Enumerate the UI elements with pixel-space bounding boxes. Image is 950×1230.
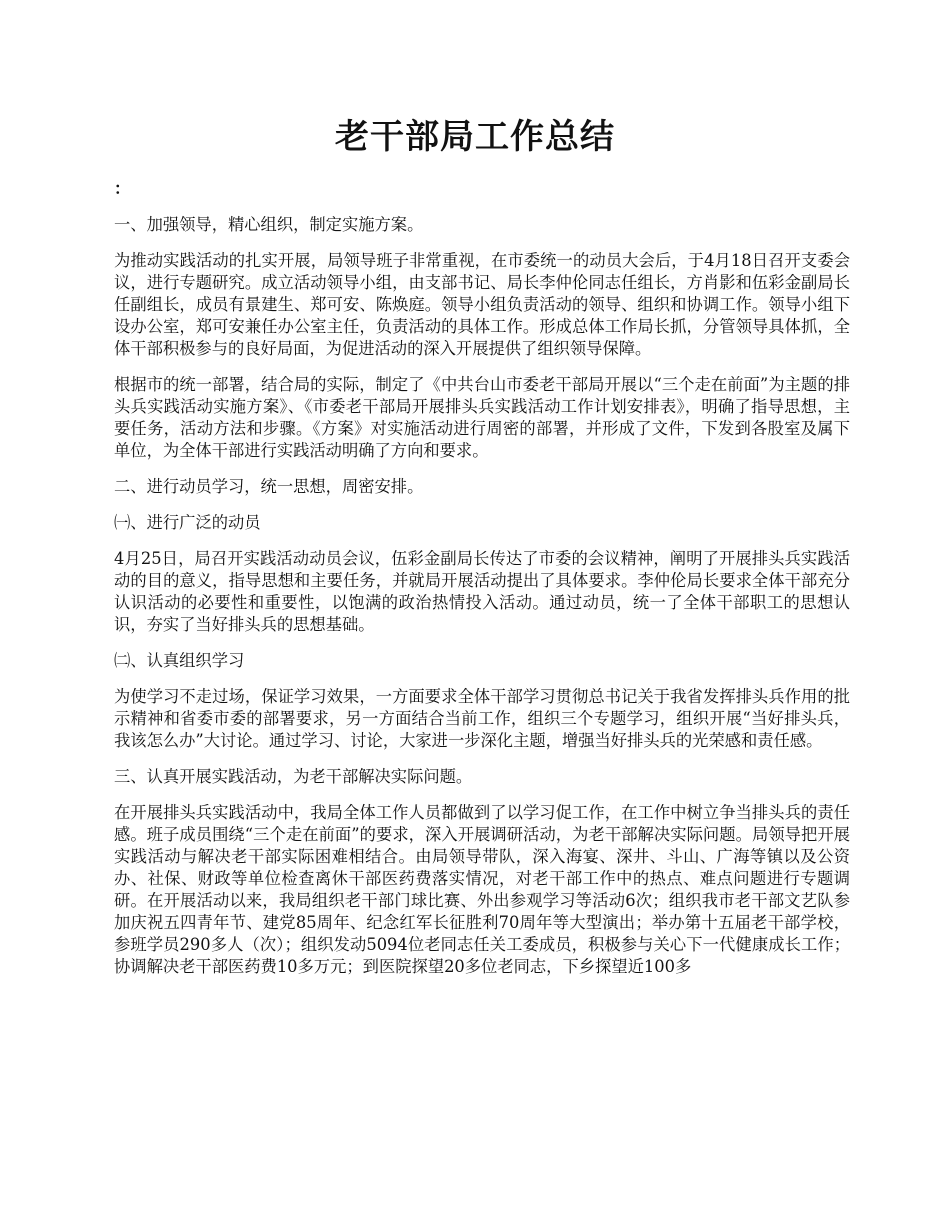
section-heading-1: 一、加强领导，精心组织，制定实施方案。 (114, 215, 424, 234)
intro-colon: ： (114, 179, 131, 198)
paragraph-4: 为使学习不走过场，保证学习效果，一方面要求全体干部学习贯彻总书记关于我省发挥排头兵作用的批示精神和省委市委的部署要求，另一方面结合当前工作，组织三个专题学习，组织开展“当好排头兵，我该怎么办”大讨论。通过学习、讨论，大家进一步深化主题，增强当好排头兵的光荣感和责任感。 (114, 687, 850, 750)
subsection-heading-1: ㈠、进行广泛的动员 (114, 513, 261, 532)
paragraph-5: 在开展排头兵实践活动中，我局全体工作人员都做到了以学习促工作，在工作中树立争当排头兵的责任感。班子成员围绕“三个走在前面”的要求，深入开展调研活动，为老干部解决实际问题。局领导把开展实践活动与解决老干部实际困难相结合。由局领导带队，深入海宴、深井、斗山、广海等镇以及公资办、社保、财政等单位检查离休干部医药费落实情况，对老干部工作中的热点、难点问题进行专题调研。在开展活动以来，我局组织老干部门球比赛、外出参观学习等活动6次；组织我市老干部文艺队参加庆祝五四青年节、建党85周年、纪念红军长征胜利70周年等大型演出；举办第十五届老干部学校，参班学员290多人（次）；组织发动5094位老同志任关工委成员，积极参与关心下一代健康成长工作；协调解决老干部医药费10多万元；到医院探望20多位老同志，下乡探望近100多 (114, 803, 850, 976)
section-heading-3: 三、认真开展实践活动，为老干部解决实际问题。 (114, 767, 473, 786)
document-title: 老干部局工作总结 (335, 117, 615, 157)
paragraph-2: 根据市的统一部署，结合局的实际，制定了《中共台山市委老干部局开展以“三个走在前面”为主题的排头兵实践活动实施方案》、《市委老干部局开展排头兵实践活动工作计划安排表》，明确了指导思想，主要任务，活动方法和步骤。《方案》对实施活动进行周密的部署，并形成了文件，下发到各股室及属下单位，为全体干部进行实践活动明确了方向和要求。 (114, 375, 850, 460)
paragraph-1: 为推动实践活动的扎实开展，局领导班子非常重视，在市委统一的动员大会后，于4月18日召开支委会议，进行专题研究。成立活动领导小组，由支部书记、局长李仲伦同志任组长，方肖影和伍彩金副局长任副组长，成员有景建生、郑可安、陈焕庭。领导小组负责活动的领导、组织和协调工作。领导小组下设办公室，郑可安兼任办公室主任，负责活动的具体工作。形成总体工作局长抓，分管领导具体抓，全体干部积极参与的良好局面，为促进活动的深入开展提供了组织领导保障。 (114, 251, 850, 358)
subsection-heading-2: ㈡、认真组织学习 (114, 651, 245, 670)
document-body (114, 178, 850, 992)
section-heading-2: 二、进行动员学习，统一思想，周密安排。 (114, 477, 424, 496)
paragraph-3: 4月25日，局召开实践活动动员会议，伍彩金副局长传达了市委的会议精神，阐明了开展排头兵实践活动的目的意义，指导思想和主要任务，并就局开展活动提出了具体要求。李仲伦局长要求全体干部充分认识活动的必要性和重要性，以饱满的政治热情投入活动。通过动员，统一了全体干部职工的思想认识，夯实了当好排头兵的思想基础。 (114, 549, 850, 634)
